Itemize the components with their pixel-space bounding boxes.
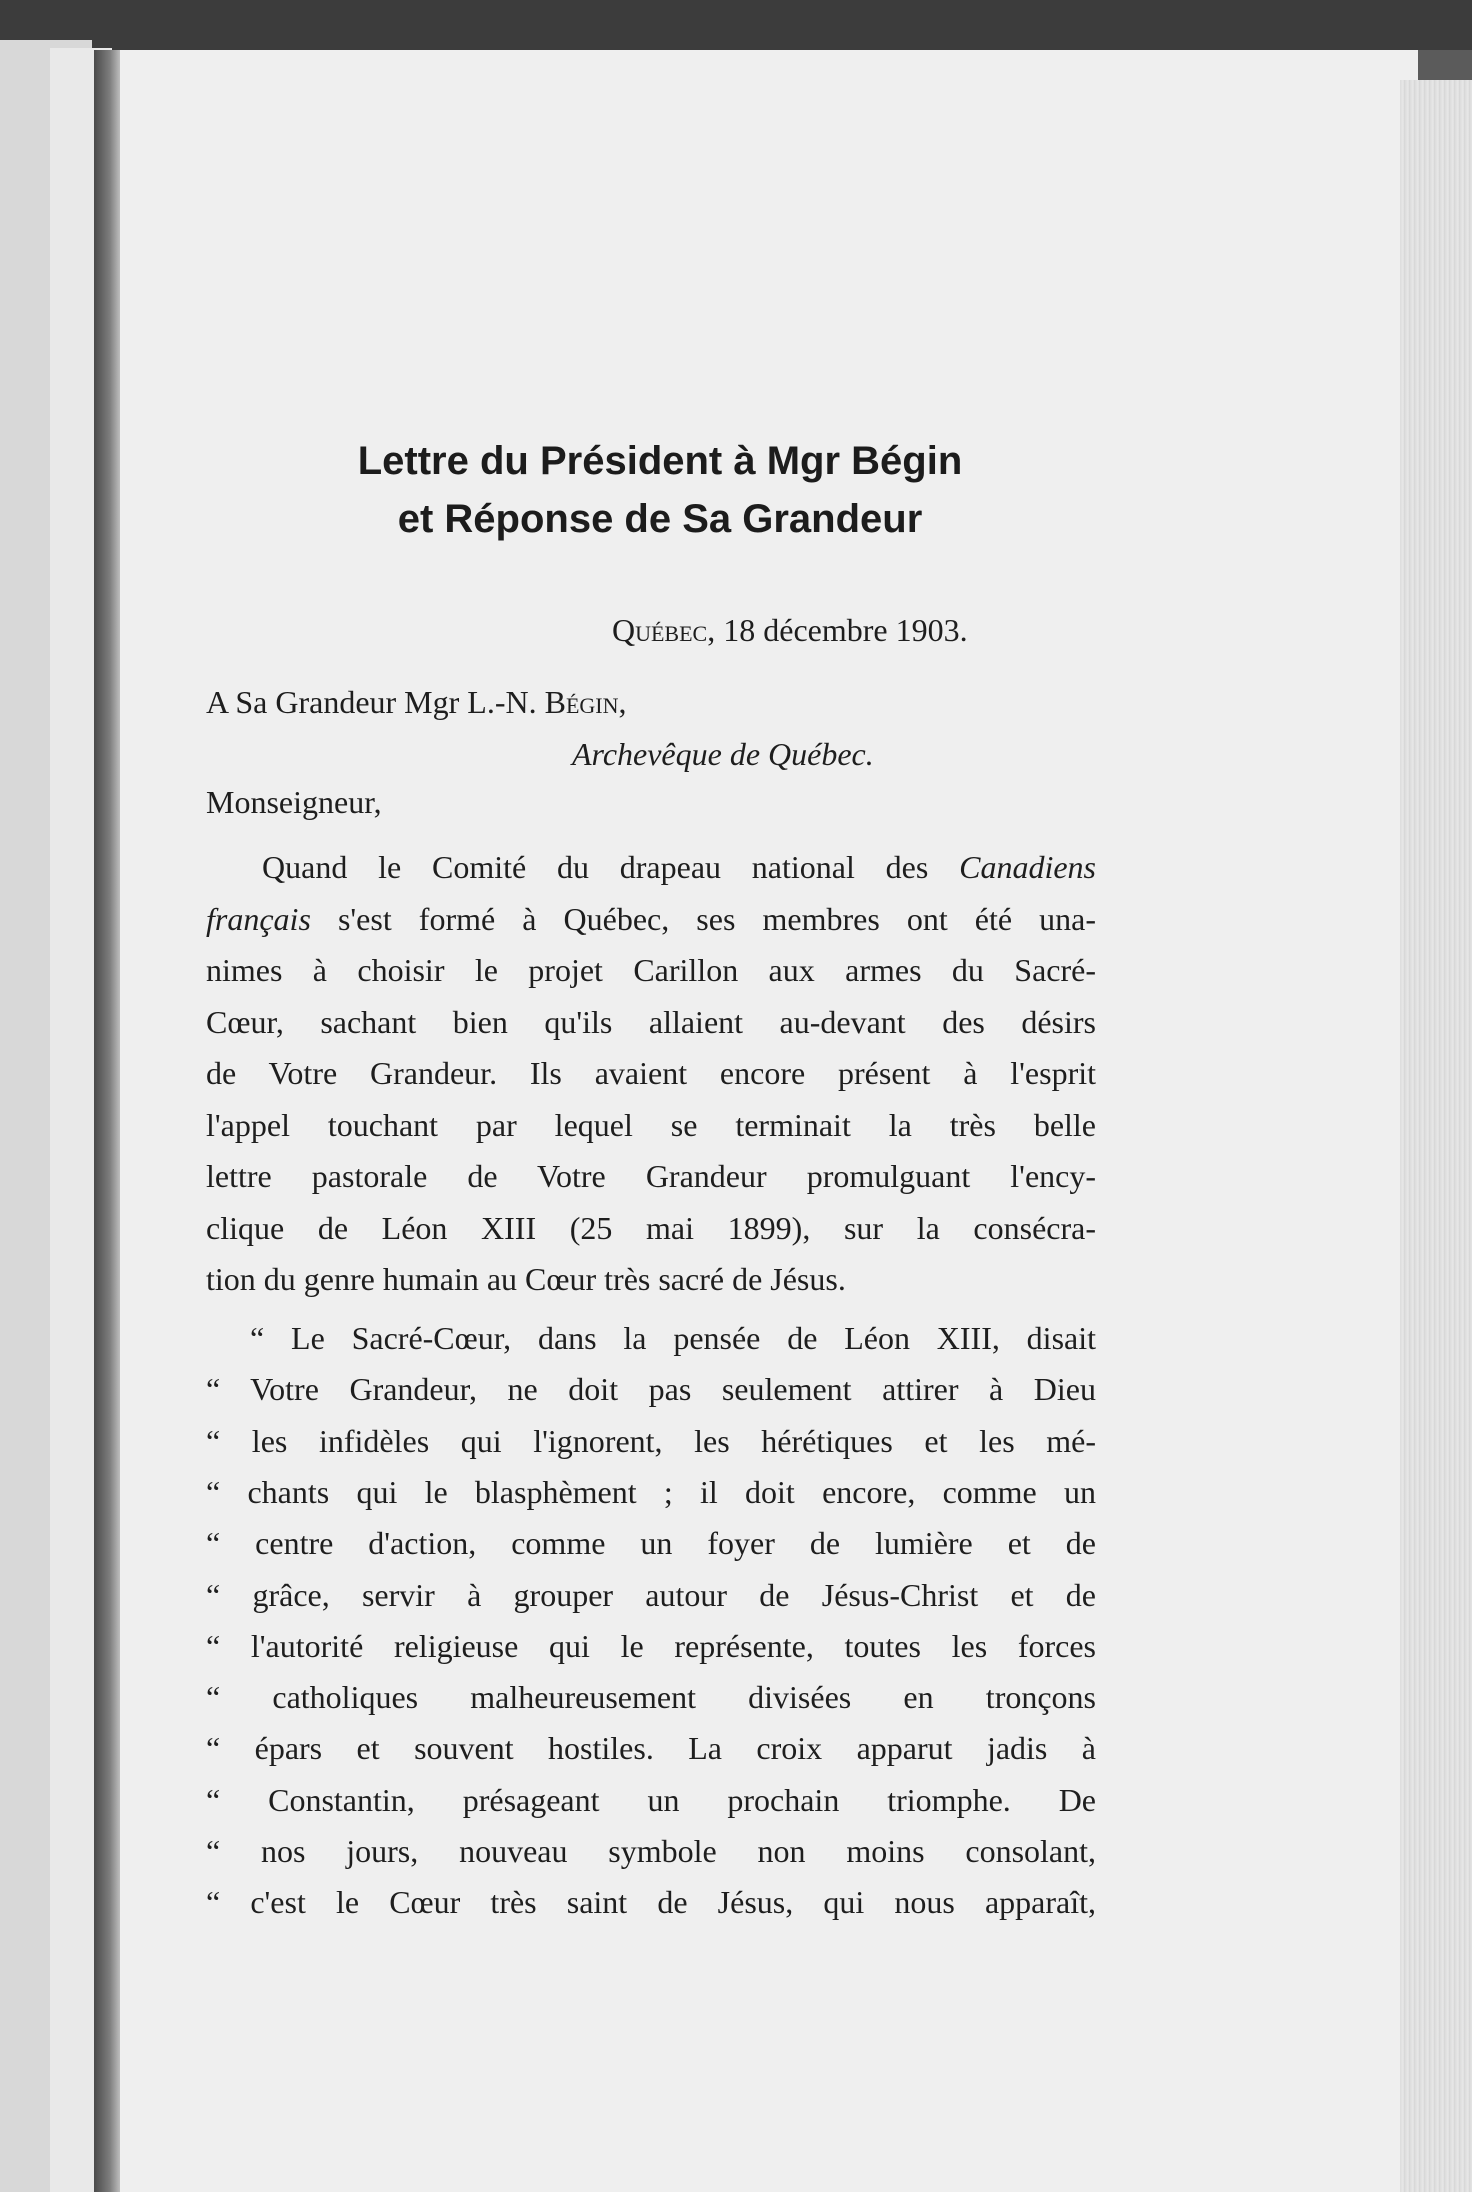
address-prefix: A Sa Grandeur Mgr L.-N. [206,684,545,720]
line-text: “ épars et souvent hostiles. La croix apparut jadis à [206,1730,1096,1767]
binding-shadow [94,50,120,2192]
line-text: “ grâce, servir à grouper autour de Jésus-Christ et de [206,1576,1096,1613]
line-text-italic: Canadiens [959,849,1096,885]
line-text: “ Votre Grandeur, ne doit pas seulement attirer à Dieu [206,1371,1096,1408]
line-text: “ nos jours, nouveau symbole non moins consolant, [206,1833,1096,1869]
line-text-pre: l'appel touchant par lequel se terminait la très belle [206,1106,1096,1143]
line-text [206,1105,1096,1145]
paragraph-2-line [206,1523,1096,1563]
page-title [260,432,1060,548]
paragraph-1-line [262,847,1096,887]
line-text: “ catholiques malheureusement divisées en tronçons [206,1679,1096,1716]
address-suffix: , [618,684,627,720]
line-text-pre: Quand le Comité du drapeau national des [262,849,960,885]
paragraph-2-line [250,1318,1096,1358]
title-line-2: et Réponse de Sa Grandeur [397,497,923,541]
paragraph-1-line [206,899,1096,939]
line-text [206,1002,1096,1042]
paragraph-1-line [206,1259,1096,1299]
paragraph-1-line [206,1208,1096,1248]
line-text: “ centre d'action, comme un foyer de lumière et de [206,1525,1096,1562]
address-name: Bégin [544,684,619,720]
line-text [206,1053,1096,1093]
dateline [612,610,968,650]
line-text [206,1156,1096,1196]
line-text: “ les infidèles qui l'ignorent, les hérétiques et les mé- [206,1422,1096,1459]
paragraph-1-line [206,1156,1096,1196]
paragraph-1-line [206,1105,1096,1145]
line-text: “ chants qui le blasphèment ; il doit encore, comme un [206,1473,1096,1510]
paragraph-2-line [206,1831,1096,1871]
line-text [262,847,1096,887]
salutation: Monseigneur, [206,784,382,820]
address-line [206,682,626,722]
line-text: “ l'autorité religieuse qui le représente, toutes les forces [206,1627,1096,1664]
line-text-pre: de Votre Grandeur. Ils avaient encore présent à l'esprit [206,1055,1096,1091]
paragraph-2-line [206,1369,1096,1409]
paragraph-1-line [206,1053,1096,1093]
paragraph-2-line [206,1677,1096,1717]
line-text [206,1208,1096,1248]
line-text-pre: tion du genre humain au Cœur très sacré de Jésus. [206,1261,846,1297]
page-stack-edge [1400,80,1472,2192]
paragraph-2-line [206,1421,1096,1461]
line-text [206,950,1096,990]
line-text [206,899,1096,939]
line-text: “ Le Sacré-Cœur, dans la pensée de Léon XIII, disait [250,1320,1096,1356]
line-text: “ c'est le Cœur très saint de Jésus, qui nous apparaît, [206,1884,1096,1921]
paragraph-2-line [206,1728,1096,1768]
line-text-pre: Cœur, sachant bien qu'ils allaient au-devant des désirs [206,1003,1096,1040]
line-text-italic: français [206,900,311,937]
paragraph-2-line [206,1882,1096,1922]
line-text-pre: nimes à choisir le projet Carillon aux armes du Sacré- [206,952,1096,988]
dateline-place: Québec [612,612,708,648]
title-line-1: Lettre du Président à Mgr Bégin [357,439,963,483]
dateline-date: , 18 décembre 1903. [707,612,968,648]
line-text-pre: lettre pastorale de Votre Grandeur promulguant l'ency- [206,1158,1096,1194]
paragraph-1-line [206,1002,1096,1042]
line-text-post: s'est formé à Québec, ses membres ont été una- [310,900,1096,937]
line-text [206,1259,1096,1299]
paragraph-2-line [206,1780,1096,1820]
paragraph-2-line [206,1575,1096,1615]
line-text-pre: clique de Léon XIII (25 mai 1899), sur la consécra- [206,1209,1096,1246]
paragraph-2-line [206,1626,1096,1666]
address-role: Archevêque de Québec. [572,736,874,772]
paragraph-2-line [206,1472,1096,1512]
paragraph-1-line [206,950,1096,990]
line-text: “ Constantin, présageant un prochain triomphe. De [206,1781,1096,1818]
scan-top-border [0,0,1472,50]
